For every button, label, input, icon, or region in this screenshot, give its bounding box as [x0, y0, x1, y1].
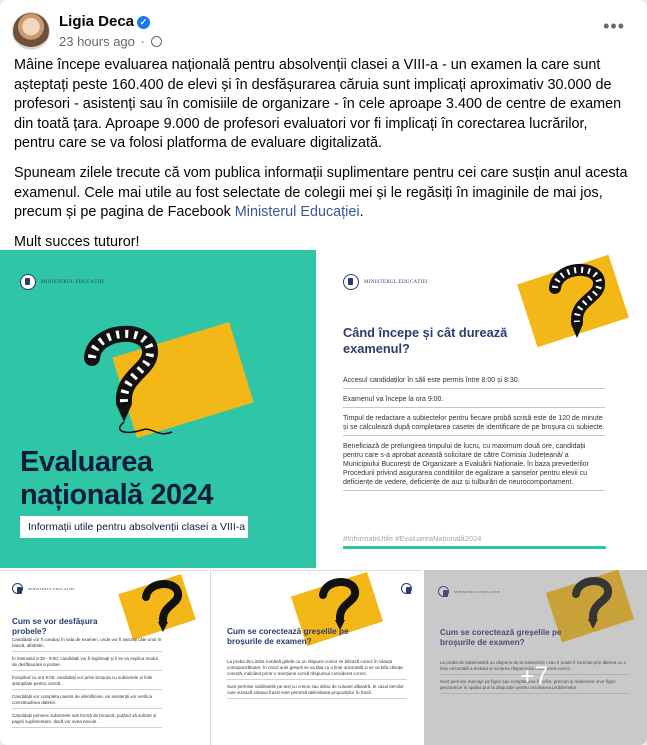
info-line: Accesul candidaților în săli este permis între 8:00 și 8:30. — [343, 373, 605, 389]
ministry-logo — [343, 274, 428, 290]
post-time[interactable]: 23 hours ago — [59, 34, 135, 49]
post-paragraph-2 — [14, 164, 630, 223]
gallery-image-2[interactable] — [318, 250, 647, 568]
post-header — [12, 10, 635, 52]
info-line: Candidații primesc subiectele sub formă de broșură, putând să solicite și pagini suplimentare, dacă vor avea nevoie. — [12, 711, 162, 728]
question-mark-pen-illustration — [525, 260, 625, 350]
info-line: Începând cu ora 9:00, candidații vor primi broșura cu subiectele și foile ștampilate pentru ciornă. — [12, 673, 162, 690]
more-options-icon[interactable]: ••• — [603, 16, 625, 36]
more-images-count[interactable]: +7 — [520, 662, 549, 690]
info-line: Sunt permise sublinierile pe text cu creion sau stilou de culoare albastră. În cazul itemilor care vizează sintaxa frazei este permisă delimitarea propozițiilor în frază. — [227, 682, 407, 699]
question-mark-pen-illustration — [52, 320, 202, 445]
gallery-image-4[interactable] — [210, 570, 422, 745]
paragraph-2-text: Spuneam zilele trecute că vom publica informații suplimentare pentru cei care susțin anul acesta examenul. Cele mai utile au fost selectate de colegii mei și le regăsiți în imaginile de mai jos, precum și pe pagina de Facebook — [14, 164, 628, 221]
ministry-link[interactable]: Ministerul Educației — [234, 204, 360, 221]
ministry-crest-icon — [343, 274, 359, 290]
author-name-text[interactable]: Ligia Deca — [59, 13, 135, 30]
info-line: Sunt permise marcaje pe figuri sau completarea figurilor, precum și realizarea unor figuri geometrice în spațiul pus la dispoziție pentru rezolvarea problemelor. — [440, 677, 630, 694]
info-line: La proba de Matematică un răspuns de la subiectele I sau II poate fi corectat prin tăierea cu o linie orizontală a textului și scrierea răspunsului considerat corect. — [440, 658, 630, 675]
info-line: Timpul de redactare a subiectelor pentru fiecare probă scrisă este de 120 de minute și se calculează după completarea casetei de identificare de pe broșura cu subiecte. — [343, 411, 605, 436]
ministry-crest-icon — [20, 274, 36, 290]
logo-text: MINISTERUL EDUCAȚIEI — [41, 279, 106, 285]
info-line: La proba de Limba română grilele cu un răspuns corect se bifează corect în căsuța corespunzătoare. În cazul unei greșeli se va tăia cu o linie orizontală și se va bifa căsuța corectă, indicând printr-o mențiune scrisă răspunsul considerat corect. — [227, 657, 407, 680]
ministry-logo — [12, 583, 75, 594]
tile-info-list — [343, 373, 605, 494]
ministry-logo — [401, 583, 412, 594]
tile-question: Cum se corectează greșelile pe broșurile de examen? — [440, 628, 562, 647]
post-paragraph-1: Mâine începe evaluarea națională pentru absolvenții clasei a VIII-a - un examen la care sunt așteptați peste 160.400 de elevi și în desfășurarea căruia sunt implicați aproximativ 30.000 de profesori - asistenți sau în comisiile de organizare - în cele aproape 3.400 de centre de examen din toată țara. Aproape 9.000 de profesori evaluatori vor fi implicați în corectarea lucrărilor, pentru care se va folosi platforma de evaluare digitalizată. — [14, 57, 622, 152]
info-line: În intervalul 8:30 - 9:00, candidații vor fi legitimați și li se va explica modul de desfășurare a probei. — [12, 654, 162, 671]
tile-question: Cum se vor desfășura probele? — [12, 617, 98, 636]
info-line: Candidații vor fi conduși în sala de examen, unde vor fi așezați câte unul în bancă, alfabetic. — [12, 635, 162, 652]
tile-question: Cum se corectează greșelile pe broșurile de examen? — [227, 627, 349, 646]
more-images-overlay — [424, 570, 647, 745]
logo-text: MINISTERUL EDUCAȚIEI — [364, 279, 429, 285]
verified-icon: ✓ — [137, 16, 150, 29]
hashtags: #InformațiiUtile #EvaluareaNațională2024 — [343, 534, 482, 543]
tile-info-list — [12, 635, 162, 730]
question-mark-pen-illustration — [126, 577, 196, 637]
tile-question: Când începe și cât durează examenul? — [343, 325, 508, 356]
ministry-logo — [20, 274, 105, 290]
meta-dot: · — [140, 34, 145, 49]
author-avatar[interactable] — [12, 12, 50, 50]
ministry-crest-icon — [401, 583, 412, 594]
title-line-1: Evaluarea — [20, 446, 153, 478]
evaluation-title — [20, 446, 213, 512]
globe-icon — [151, 36, 162, 47]
gallery-image-3[interactable] — [0, 570, 208, 745]
author-name[interactable] — [59, 13, 150, 30]
logo-text: MINISTERUL EDUCAȚIEI — [28, 586, 75, 591]
tile-info-list — [227, 657, 407, 701]
post-text — [14, 56, 630, 262]
info-line: Candidații vor completa caseta de identificare, iar asistenții vor verifica corectitudinea datelor. — [12, 692, 162, 709]
ministry-crest-icon — [12, 583, 23, 594]
gallery-image-1[interactable] — [0, 250, 316, 568]
post-paragraph-3: Mult succes tuturor! — [14, 233, 140, 250]
gallery-image-5[interactable] — [424, 570, 647, 745]
paragraph-2-end: . — [359, 204, 364, 221]
post-meta — [59, 34, 162, 49]
title-line-2: națională 2024 — [20, 479, 213, 511]
question-mark-pen-illustration — [303, 575, 373, 635]
info-line: Examenul va începe la ora 9:00. — [343, 392, 605, 408]
evaluation-subtitle: Informații utile pentru absolvenții clasei a VIII-a — [20, 516, 248, 538]
logo-text: MINISTERUL EDUCAȚIEI — [454, 589, 501, 594]
green-bar — [343, 546, 606, 549]
info-line: Beneficiază de prelungirea timpului de lucru, cu maximum două ore, candidații pentru care s-a aprobat această solicitare de către Comisia Județeană/ a Municipiului București de Organizare a Evaluării Naționale, în baza prevederilor Procedurii privind asigurarea condițiilor de egalizare a șanselor pentru elevii cu deficiențe de vedere, deficiențe de auz și tulburări de neurocomportament. — [343, 439, 605, 491]
